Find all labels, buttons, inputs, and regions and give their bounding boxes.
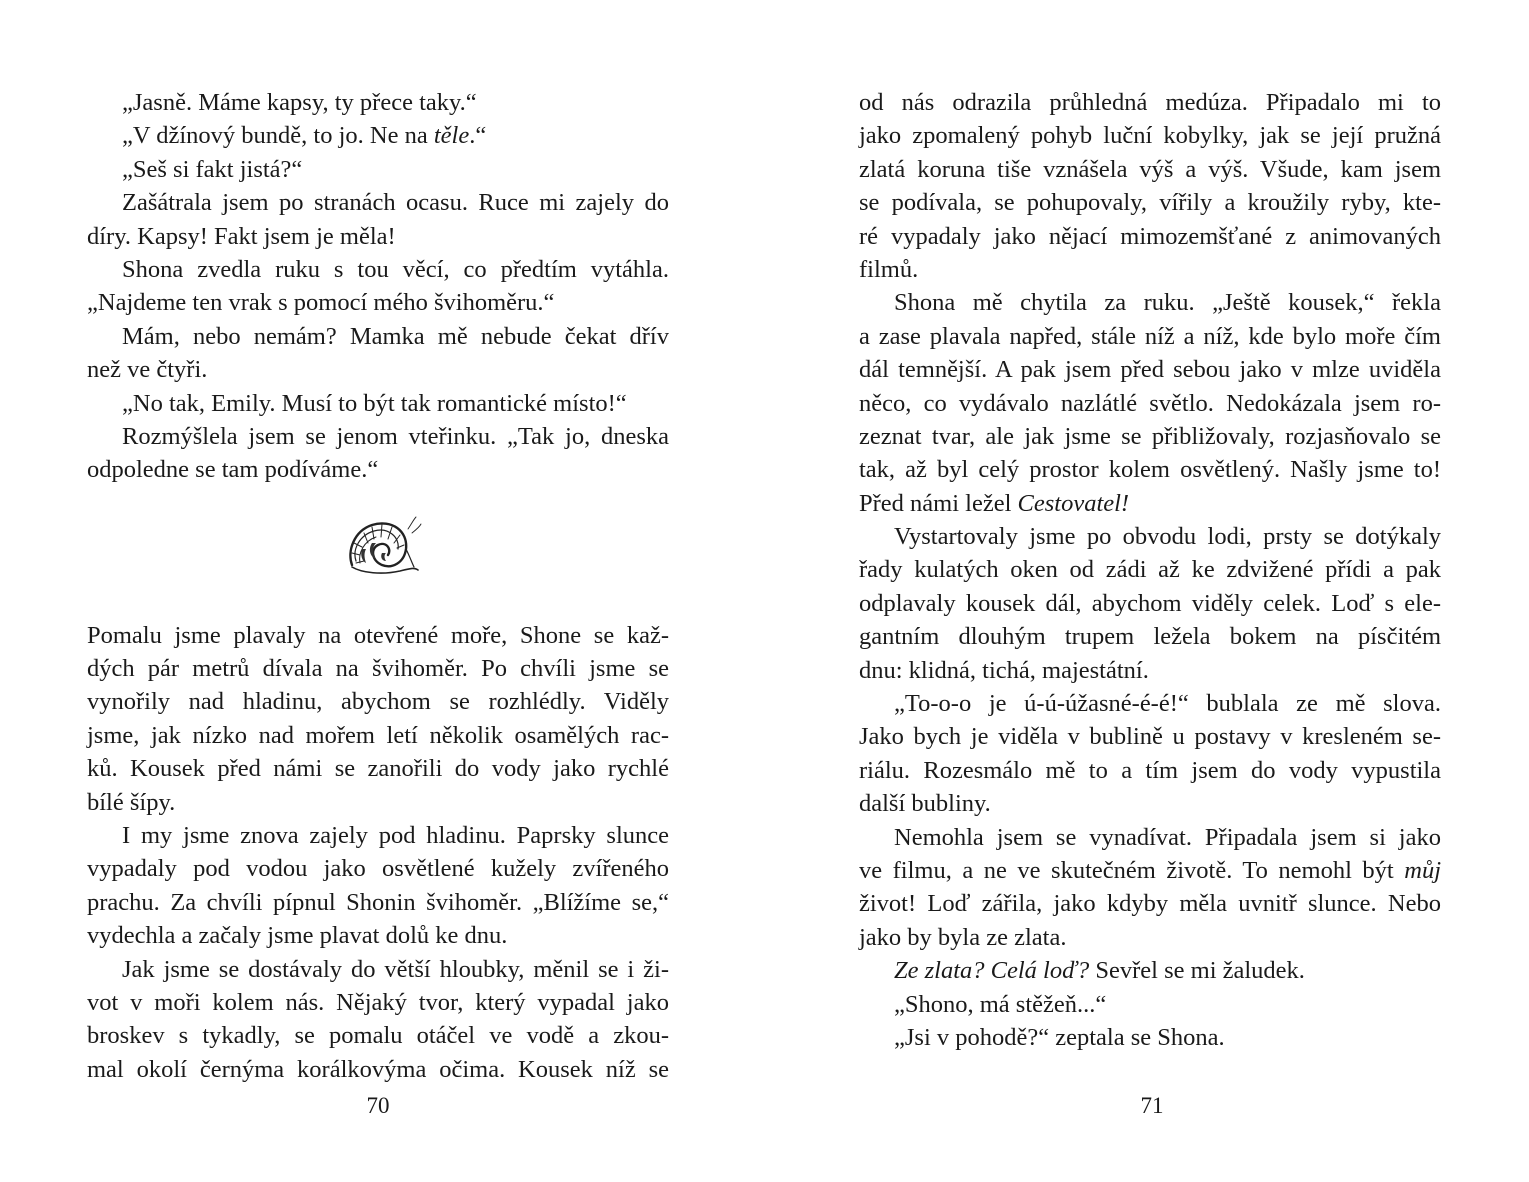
text-line: „Seš si fakt jistá?“ <box>122 155 303 183</box>
text-line: život! Loď zářila, jako kdyby měla uvnitř slunce. Nebo <box>859 890 1441 918</box>
text-line: ré vypadaly jako nějací mimozemšťané z animovaných <box>859 222 1441 250</box>
text-line: zlatá koruna tiše vznášela výš a výš. Všude, kam jsem <box>859 155 1441 183</box>
text-line: díry. Kapsy! Fakt jsem je měla! <box>87 222 396 250</box>
text-line: Rozmýšlela jsem se jenom vteřinku. „Tak jo, dneska <box>122 422 669 450</box>
text-line: Jako bych je viděla v bublině u postavy v kresleném se- <box>859 723 1441 751</box>
text-line: ků. Kousek před námi se zanořili do vody jako rychlé <box>87 755 669 783</box>
text-line: jako zpomalený pohyb luční kobylky, jak se její pružná <box>859 122 1441 150</box>
ornament-section <box>87 487 669 619</box>
text-line: řady kulatých oken od zádi až ke zdvižené přídi a pak <box>859 556 1441 584</box>
snail-shell-icon <box>342 513 422 585</box>
page-number: 70 <box>366 1093 390 1118</box>
text-line: „V džínový bundě, to jo. Ne na těle.“ <box>122 122 487 150</box>
text-line: dých pár metrů dívala na švihoměr. Po chvíli jsme se <box>87 655 669 683</box>
text-line: Nemohla jsem se vynadívat. Připadala jsem si jako <box>894 823 1441 851</box>
text-line: Jak jsme se dostávaly do větší hloubky, měnil se i ži- <box>122 955 669 983</box>
text-line: mal okolí černýma korálkovýma očima. Kousek níž se <box>87 1055 669 1083</box>
text-line: vypadaly pod vodou jako osvětlené kužely zvířeného <box>87 855 669 883</box>
text-line: dál temnější. A pak jsem před sebou jako v mlze uviděla <box>859 356 1441 384</box>
text-line: vydechla a začaly jsme plavat dolů ke dnu. <box>87 922 508 950</box>
text-line: od nás odrazila průhledná medúza. Připadalo mi to <box>859 89 1441 116</box>
text-line: „Jsi v pohodě?“ zeptala se Shona. <box>894 1023 1225 1051</box>
text-line: „Shono, má stěžeň...“ <box>894 990 1107 1018</box>
text-line: tak, až byl celý prostor kolem osvětlený. Našly jsme to! <box>859 456 1441 484</box>
text-line: Zašátrala jsem po stranách ocasu. Ruce mi zajely do <box>122 189 669 217</box>
text-line: jsme, jak nízko nad mořem letí několik osamělých rac- <box>87 721 669 749</box>
text-line: vynořily nad hladinu, abychom se rozhlédly. Viděly <box>87 688 669 716</box>
text-line: Před námi ležel Cestovatel! <box>859 489 1130 517</box>
text-line: a zase plavala napřed, stále níž a níž, kde bylo moře čím <box>859 322 1441 350</box>
text-line: Pomalu jsme plavaly na otevřené moře, Shone se kaž- <box>87 621 669 649</box>
text-line: „No tak, Emily. Musí to být tak romantické místo!“ <box>122 389 627 417</box>
text-line: gantním dlouhým trupem ležela bokem na písčitém <box>859 623 1441 651</box>
text-line: bílé šípy. <box>87 788 176 816</box>
text-line: odpoledne se tam podíváme.“ <box>87 456 379 484</box>
text-block <box>87 619 669 1086</box>
text-line: další bubliny. <box>859 790 991 818</box>
text-line: I my jsme znova zajely pod hladinu. Paprsky slunce <box>122 822 669 850</box>
text-line: Ze zlata? Celá loď? Sevřel se mi žaludek. <box>894 957 1305 985</box>
right-page <box>859 86 1441 1054</box>
text-block <box>859 86 1441 1054</box>
text-line: zeznat tvar, ale jak jsme se přibližovaly, rozjasňovalo se <box>859 422 1441 450</box>
text-line: jako by byla ze zlata. <box>859 923 1067 951</box>
text-line: „To-o-o je ú-ú-úžasné-é-é!“ bublala ze mě slova. <box>894 690 1441 718</box>
page-number: 71 <box>1140 1093 1164 1118</box>
text-line: vot v moři kolem nás. Nějaký tvor, který vypadal jako <box>87 988 669 1016</box>
text-line: filmů. <box>859 255 919 283</box>
text-line: něco, co vydávalo nazlátlé světlo. Nedokázala jsem ro- <box>859 389 1441 417</box>
text-line: než ve čtyři. <box>87 356 208 384</box>
text-line: broskev s tykadly, se pomalu otáčel ve vodě a zkou- <box>87 1022 669 1050</box>
text-line: Vystartovaly jsme po obvodu lodi, prsty se dotýkaly <box>894 523 1441 551</box>
text-block <box>87 86 669 487</box>
text-line: „Najdeme ten vrak s pomocí mého švihoměru.“ <box>87 289 555 317</box>
left-page <box>87 86 669 1086</box>
text-line: dnu: klidná, tichá, majestátní. <box>859 656 1149 684</box>
text-line: „Jasně. Máme kapsy, ty přece taky.“ <box>122 89 477 116</box>
text-line: prachu. Za chvíli pípnul Shonin švihoměr. „Blížíme se,“ <box>87 888 669 916</box>
text-line: Mám, nebo nemám? Mamka mě nebude čekat dřív <box>122 322 669 350</box>
text-line: Shona mě chytila za ruku. „Ještě kousek,“ řekla <box>894 289 1441 317</box>
text-line: riálu. Rozesmálo mě to a tím jsem do vody vypustila <box>859 756 1441 784</box>
text-line: ve filmu, a ne ve skutečném životě. To nemohl být můj <box>859 856 1441 884</box>
text-line: Shona zvedla ruku s tou věcí, co předtím vytáhla. <box>122 255 669 283</box>
text-line: odplavaly kousek dál, abychom viděly celek. Loď s ele- <box>859 589 1441 617</box>
text-line: se podívala, se pohupovaly, vířily a kroužily ryby, kte- <box>859 189 1441 217</box>
